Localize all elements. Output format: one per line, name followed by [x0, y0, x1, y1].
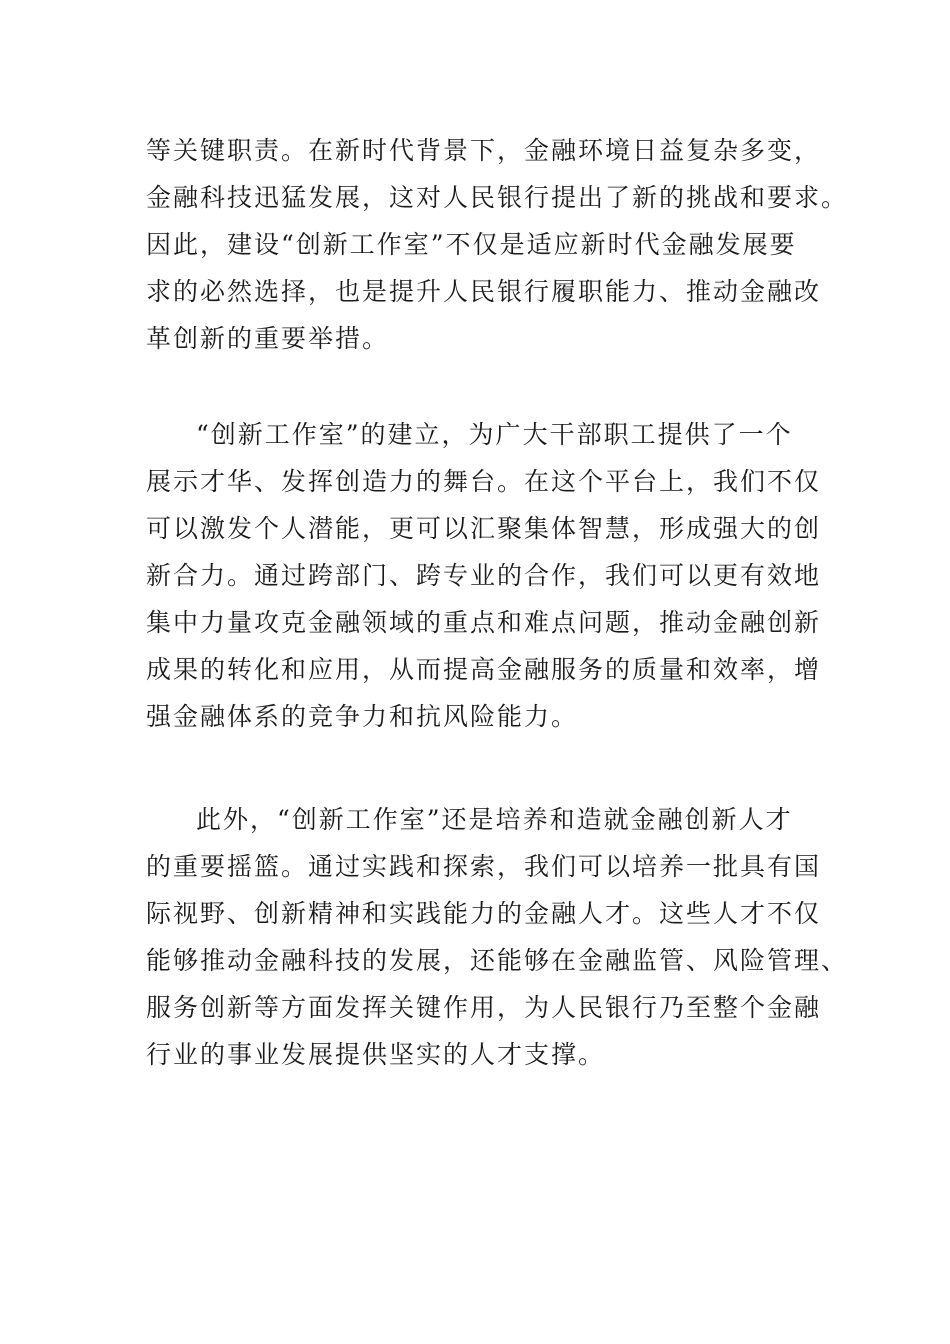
paragraph-line: 集中力量攻克金融领域的重点和难点问题，推动金融创新 [146, 608, 822, 637]
paragraph-line: 展示才华、发挥创造力的舞台。在这个平台上，我们不仅 [146, 467, 822, 496]
paragraph-line: 革创新的重要举措。 [146, 324, 390, 353]
paragraph-line: 新合力。通过跨部门、跨专业的合作，我们可以更有效地 [146, 561, 822, 590]
paragraph-line: 等关键职责。在新时代背景下，金融环境日益复杂多变， [146, 136, 822, 165]
paragraph-line: 成果的转化和应用，从而提高金融服务的质量和效率，增 [146, 655, 822, 684]
paragraph-line: 能够推动金融科技的发展，还能够在金融监管、风险管理、 [146, 946, 849, 975]
paragraph-line: 的重要摇篮。通过实践和探索，我们可以培养一批具有国 [146, 852, 822, 881]
paragraph-line: 可以激发个人潜能，更可以汇聚集体智慧，形成强大的创 [146, 514, 822, 543]
paragraph-line: 行业的事业发展提供坚实的人才支撑。 [146, 1040, 606, 1069]
paragraph-line: 强金融体系的竞争力和抗风险能力。 [146, 702, 579, 731]
paragraph-1 [146, 127, 849, 362]
paragraph-2 [146, 411, 826, 740]
paragraph-line: 此外，“创新工作室”还是培养和造就金融创新人才 [196, 805, 793, 834]
paragraph-3 [146, 796, 849, 1078]
paragraph-line: 求的必然选择，也是提升人民银行履职能力、推动金融改 [146, 277, 822, 306]
paragraph-line: 因此，建设“创新工作室”不仅是适应新时代金融发展要 [146, 230, 797, 259]
paragraph-line: “创新工作室”的建立，为广大干部职工提供了一个 [196, 420, 793, 449]
paragraph-line: 服务创新等方面发挥关键作用，为人民银行乃至整个金融 [146, 993, 822, 1022]
paragraph-line: 金融科技迅猛发展，这对人民银行提出了新的挑战和要求。 [146, 183, 849, 212]
paragraph-line: 际视野、创新精神和实践能力的金融人才。这些人才不仅 [146, 899, 822, 928]
